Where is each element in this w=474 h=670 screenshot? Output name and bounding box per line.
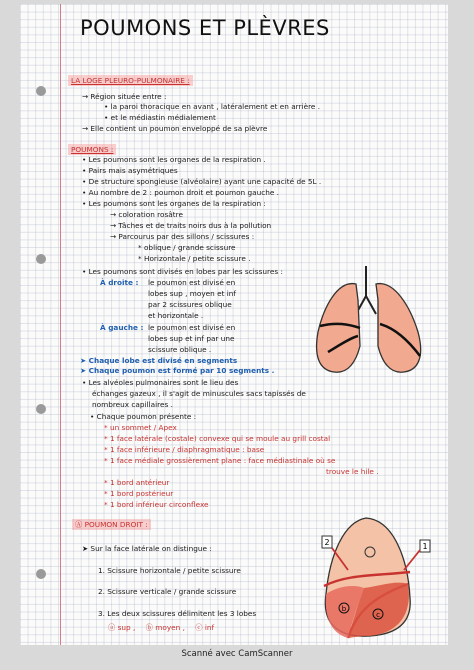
right-lung-shape [317,284,360,373]
scanner-footer: Scanné avec CamScanner [181,649,293,659]
text-line: • Les poumons sont les organes de la respiration . [82,155,266,164]
text-line: le poumon est divisé en [148,278,236,287]
red-line: * 1 bord postérieur [104,489,174,498]
text-line: * Horizontale / petite scissure . [138,254,251,263]
lobes-line: ⓐ sup , ⓑ moyen , ⓒ inf [108,623,215,632]
text-line: lobes sup et inf par une [148,334,235,343]
text-line: 3. Les deux scissures délimitent les 3 lobes [98,609,257,618]
section-heading: POUMONS : [68,146,116,153]
right-lung-illustration [308,514,434,642]
punch-hole [36,254,46,264]
margin-line [60,4,61,645]
red-line: * 1 face latérale (costale) convexe qui se moule au grill costal [104,434,331,443]
label-left: À gauche : [100,323,144,332]
text-line: • Pairs mais asymétriques [82,166,178,175]
section-heading: Ⓐ POUMON DROIT : [72,521,151,528]
red-line: * un sommet / Apex [104,423,177,432]
red-line: * 1 face inférieure / diaphragmatique : base [104,445,265,454]
section-heading: LA LOGE PLEURO-PULMONAIRE : [68,77,193,84]
text-line: lobes sup , moyen et inf [148,289,236,298]
text-line: → Elle contient un poumon enveloppé de sa plèvre [82,124,268,133]
text-line: → Région située entre : [82,92,167,101]
text-line: * oblique / grande scissure [138,243,236,252]
blue-note: ➤ Chaque lobe est divisé en segments [80,356,238,365]
text-line: • Les poumons sont les organes de la respiration : [82,199,266,208]
punch-hole [36,86,46,96]
text-line: par 2 scissures oblique [148,300,232,309]
text-line: • Les poumons sont divisés en lobes par les scissures : [82,267,283,276]
text-line: → Parcourus par des sillons / scissures : [110,232,255,241]
blue-note: ➤ Chaque poumon est formé par 10 segments . [80,366,275,375]
text-line: le poumon est divisé en [148,323,236,332]
text-line: → Tâches et de traits noirs dus à la pollution [110,221,272,230]
text-line: scissure oblique . [148,345,212,354]
lungs-illustration [308,266,433,378]
text-line: et horizontale . [148,311,204,320]
arrow-1 [404,550,420,570]
text-line: • la paroi thoracique en avant , latéralement et en arrière . [104,102,321,111]
trachea [356,266,376,314]
red-line: * 1 face médiale grossièrement plane : face médiastinale où se [104,456,336,465]
text-line: nombreux capillaires . [92,400,173,409]
lobe-c-label: c [376,611,380,619]
text-line: ➤ Sur la face latérale on distingue : [82,544,212,553]
text-line: échanges gazeux , il s'agit de minuscules sacs tapissés de [92,389,306,398]
page-title: POUMONS ET PLÈVRES [80,16,330,40]
red-line: * 1 bord inférieur circonflexe [104,500,209,509]
punch-hole [36,404,46,414]
left-lung-shape [376,284,421,373]
notebook-page [20,4,448,645]
text-line: → coloration rosâtre [110,210,183,219]
text-line: • Les alvéoles pulmonaires sont le lieu des [82,378,239,387]
text-line: • De structure spongieuse (alvéolaire) ayant une capacité de 5L . [82,177,322,186]
label-right: À droite : [100,278,139,287]
text-line: • Chaque poumon présente : [90,412,197,421]
lobe-b-label: b [341,605,347,613]
punch-hole [36,569,46,579]
box-label-1-text: 1 [422,542,428,551]
red-line: * 1 bord antérieur [104,478,170,487]
text-line: • Au nombre de 2 : poumon droit et poumon gauche . [82,188,279,197]
text-line: 1. Scissure horizontale / petite scissure [98,566,241,575]
text-line: • et le médiastin médialement [104,113,216,122]
red-line: trouve le hile . [326,467,379,476]
text-line: 2. Scissure verticale / grande scissure [98,587,237,596]
box-label-2-text: 2 [324,538,330,547]
